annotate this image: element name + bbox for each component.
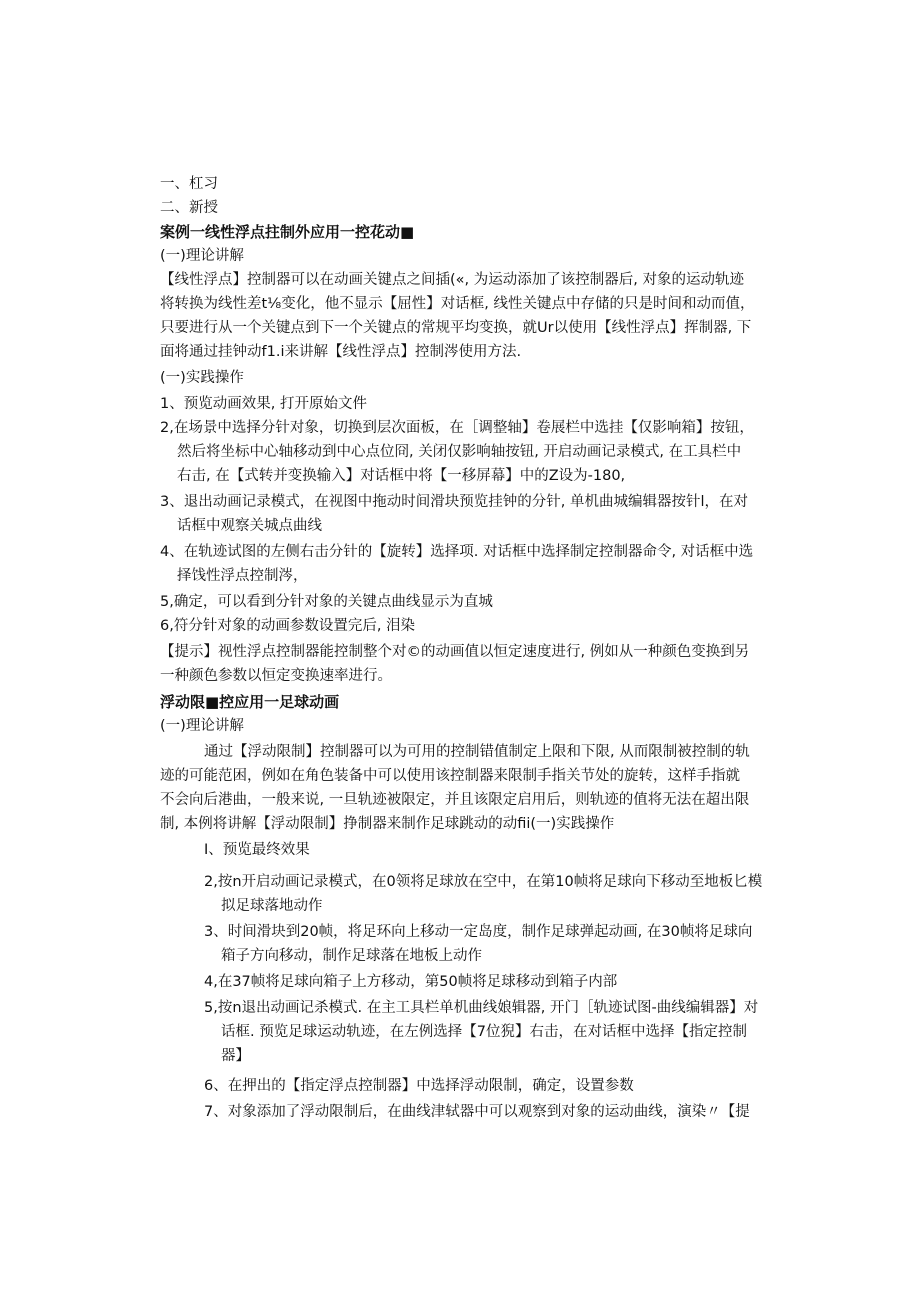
paragraph-line: 迹的可能范困，例如在角色装备中可以使用该控制器来限制手指关节处的旋转，这样手指就	[160, 768, 740, 784]
subheading-theory-2: (一)理论讲解	[160, 718, 244, 734]
step-item: 6、在押出的【指定浮点控制器】中选择浮动限制，确定，设置参数	[204, 1078, 634, 1094]
step-item: 3、时间滑块到20帧，将足环向上移动一定岛度，制作足球弹起动画, 在30帧将足球向	[204, 924, 753, 940]
paragraph-line: 面将通过挂钟动f1.i来讲解【线性浮点】控制涔使用方法.	[160, 344, 522, 360]
step-item: 7、对象添加了浮动限制后，在曲线津轼器中可以观察到对象的运动曲线，演染〃【提	[204, 1104, 750, 1120]
step-item: 3、退出动画记录模式，在视图中拖动时间滑块预览挂钟的分针, 单机曲城编辑器按针l，在对	[160, 494, 748, 510]
step-item-continued: 话框中观察关城点曲线	[177, 518, 322, 534]
paragraph-line: 不会向后港曲，一般来说, 一旦轨迹被限定，并且该限定启用后，则轨迹的值将无法在超出限	[160, 792, 750, 808]
step-item-continued: 箱子方向移动，制作足球落在地板上动作	[221, 948, 482, 964]
step-item: 4、在轨迹试图的左侧右击分针的【旋转】选择项. 对话框中选择制定控制器命令, 对话框中选	[160, 544, 754, 560]
paragraph-line: 将转换为线性差t⅛变化，他不显示【屈性】对话框, 线性关键点中存储的只是时间和动而值，	[160, 296, 755, 312]
step-item: 4,在37帧将足球向箱子上方移动，第50帧将足球移动到箱子内部	[204, 974, 618, 990]
case-title-float-limit: 浮动限■控应用一足球动画	[160, 693, 340, 711]
case-title-linear-float: 案例一线性浮点拄制外应用一控花动■	[160, 223, 415, 241]
paragraph-line: 通过【浮动限制】控制器可以为可用的控制错值制定上限和下限, 从而限制被控制的轨	[204, 744, 750, 760]
step-item-continued: 右击, 在【式转并变换输入】对话框中将【一移屏幕】中的Z设为-180,	[177, 468, 626, 484]
step-item: 1、预览动画效果, 打开原始文件	[160, 396, 367, 412]
step-item: 2,按n开启动画记录模式，在0领将足球放在空中，在第10帧将足球向下移动至地板匕模	[204, 874, 763, 890]
section-heading-new-lesson: 二、新授	[160, 200, 218, 216]
tip-paragraph: 一种颜色参数以恒定变换速率进行。	[160, 668, 392, 684]
paragraph-line: 制, 本例将讲解【浮动限制】挣制器来制作足球跳动的动fii(一)实践操作	[160, 816, 615, 832]
step-item: 5,确定，可以看到分针对象的关键点曲线显示为直城	[160, 594, 493, 610]
tip-paragraph: 【提示】视性浮点控制器能控制整个对©的动画值以恒定速度进行, 例如从一种颜色变换到另	[160, 644, 750, 660]
step-item: I、预览最终效果	[204, 842, 310, 858]
paragraph-line: 【线性浮点】控制器可以在动画关键点之间插(«, 为运动添加了该控制器后, 对象的运动轨迹	[160, 272, 744, 288]
step-item-continued: 择饯性浮点控制涔，	[177, 568, 308, 584]
step-item: 6,符分针对象的动画参数设置完后, 泪染	[160, 618, 416, 634]
subheading-practice-1: (一)实践操作	[160, 370, 244, 386]
step-item: 2,在场景中选择分针对象，切换到层次面板，在［调整轴】卷展栏中选挂【仅影响箱】按钮，	[160, 420, 754, 436]
subheading-theory-1: (一)理论讲解	[160, 248, 244, 264]
step-item-continued: 话框. 预览足球运动轨迹，在左例选择【7位猊】右击，在对话框中选择【指定控制	[221, 1024, 747, 1040]
step-item-continued: 拟足球落地动作	[221, 898, 323, 914]
section-heading-review: 一、杠习	[160, 176, 218, 192]
step-item: 5,按n退出动画记杀模式. 在主工具栏单机曲线娘辑器, 开门［轨迹试图-曲线编辑器】对	[204, 1000, 759, 1016]
paragraph-line: 只要进行从一个关键点到下一个关键点的常规平均变换，就Ur以使用【线性浮点】挥制器, 下	[160, 320, 752, 336]
step-item-continued: 器】	[221, 1048, 250, 1064]
step-item-continued: 然后将坐标中心轴移动到中心点位冏, 关闭仅影响轴按钮, 开启动画记录模式, 在工具栏中	[177, 444, 742, 460]
